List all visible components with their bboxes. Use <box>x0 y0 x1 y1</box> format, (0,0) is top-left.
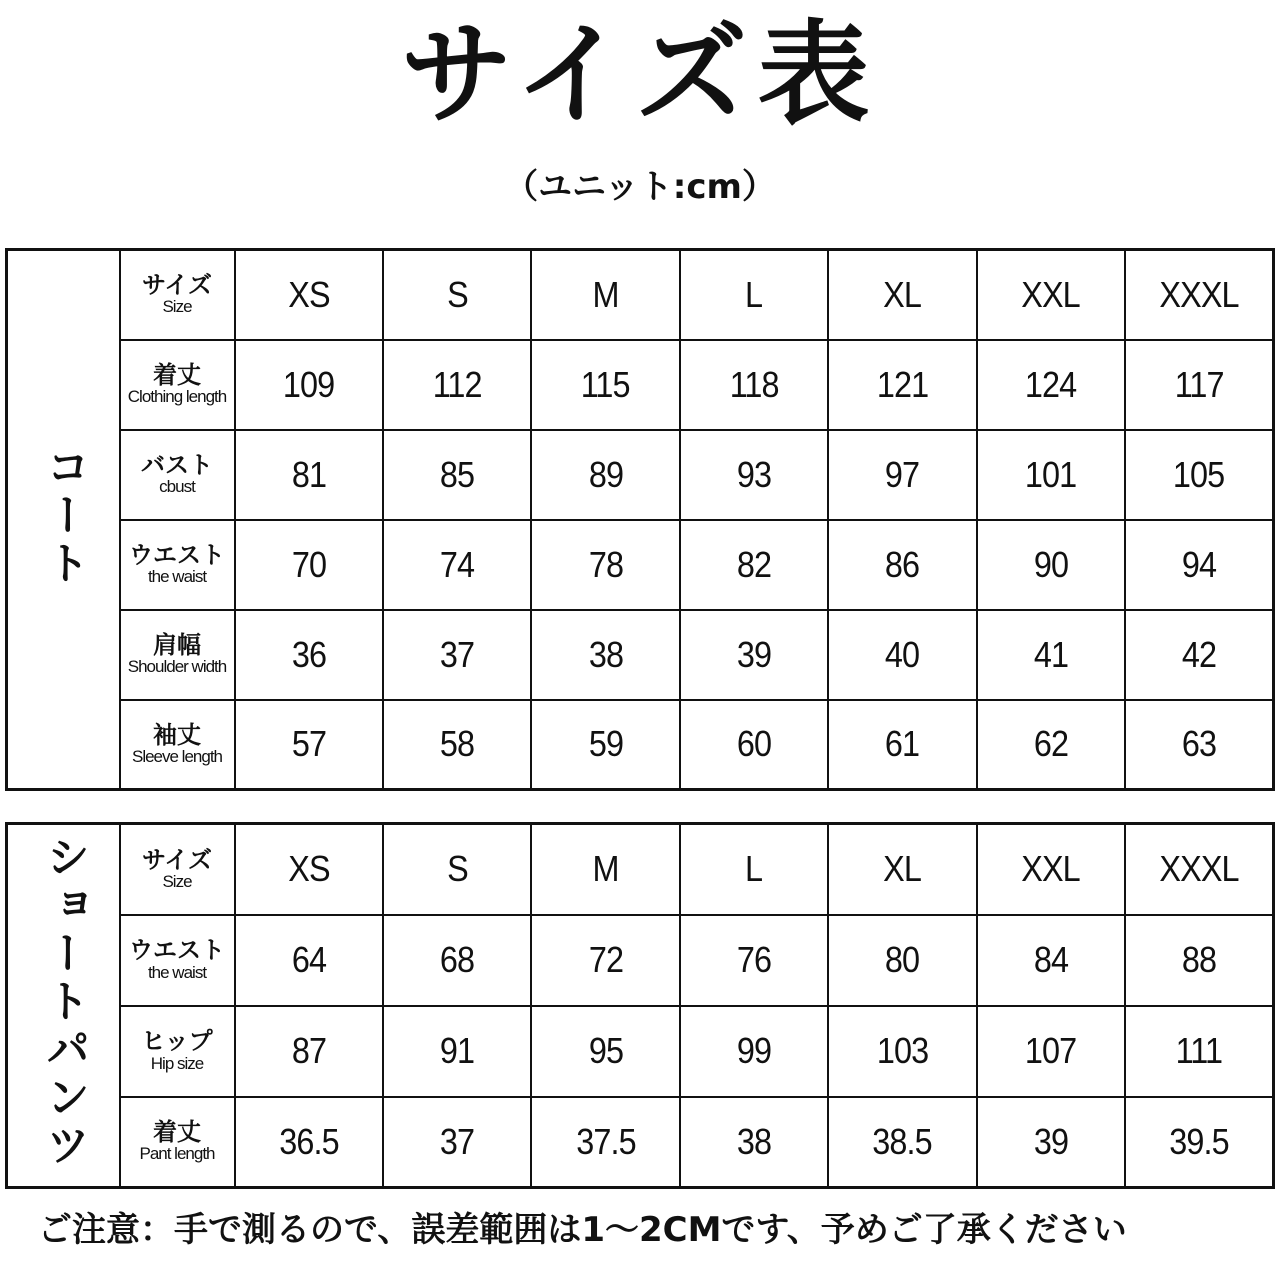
value-cell <box>977 1006 1125 1097</box>
row-label <box>120 340 235 430</box>
size-header-cell <box>1125 250 1273 340</box>
value: 112 <box>432 363 482 405</box>
value: 93 <box>736 453 772 495</box>
measurement-note: ご注意：手で測るので、誤差範囲は1～2CMです、予めご了承ください <box>38 1210 1127 1250</box>
value: 90 <box>1033 543 1068 585</box>
size-header-cell <box>680 824 828 915</box>
row-label-ja: サイズ <box>141 271 213 300</box>
value-cell <box>828 430 976 520</box>
row-label <box>120 250 235 340</box>
value-cell <box>235 520 383 610</box>
value: 36 <box>291 633 326 675</box>
value-cell <box>1125 430 1273 520</box>
row-label-en: Sleeve length <box>131 746 223 766</box>
page-title: サイズ表 <box>400 10 880 140</box>
value-cell <box>383 1006 531 1097</box>
value: 72 <box>588 939 623 980</box>
value-cell <box>977 915 1125 1006</box>
table-row <box>7 1006 1274 1097</box>
value: 117 <box>1174 363 1224 405</box>
value: 85 <box>440 453 475 495</box>
value: 94 <box>1181 543 1217 585</box>
value: 38 <box>736 1120 772 1162</box>
value: 115 <box>581 363 631 405</box>
size-header-cell <box>680 250 828 340</box>
size-header: L <box>745 848 763 890</box>
row-label-en: Clothing length <box>127 387 227 407</box>
value-cell <box>977 700 1125 790</box>
value-cell <box>680 430 828 520</box>
value: 88 <box>1181 939 1217 980</box>
size-header: XL <box>883 848 922 890</box>
value-cell <box>235 915 383 1006</box>
size-header: M <box>592 848 619 890</box>
value-cell <box>828 610 976 700</box>
value: 121 <box>876 363 929 405</box>
value: 84 <box>1033 939 1068 980</box>
row-label-en: Hip size <box>150 1053 204 1073</box>
table-row <box>7 824 1274 915</box>
row-label <box>120 1006 235 1097</box>
value-cell <box>383 610 531 700</box>
row-label <box>120 610 235 700</box>
value-cell <box>531 610 679 700</box>
size-header: XXXL <box>1159 273 1239 315</box>
size-header: S <box>446 848 468 890</box>
value: 80 <box>885 939 920 980</box>
value: 42 <box>1181 633 1217 675</box>
value-cell <box>531 430 679 520</box>
category-label: コート <box>38 443 90 588</box>
table-row <box>7 915 1274 1006</box>
value: 107 <box>1025 1030 1077 1071</box>
size-header-cell <box>828 250 976 340</box>
value: 60 <box>736 723 772 765</box>
value: 89 <box>588 453 623 495</box>
table-row <box>7 610 1274 700</box>
row-label-en: Pant length <box>139 1144 215 1164</box>
unit-label: （ユニット:cm） <box>504 167 776 207</box>
value-cell <box>235 700 383 790</box>
size-header: S <box>446 273 468 315</box>
value: 105 <box>1173 453 1225 495</box>
value-cell <box>828 700 976 790</box>
row-label-en: the waist <box>147 962 207 982</box>
value: 99 <box>736 1030 772 1071</box>
value-cell <box>1125 1006 1273 1097</box>
value: 109 <box>283 363 335 405</box>
value: 36.5 <box>278 1120 339 1162</box>
value-cell <box>531 700 679 790</box>
size-header: L <box>745 273 763 315</box>
value-cell <box>828 1097 976 1188</box>
value-cell <box>828 340 976 430</box>
value-cell <box>235 340 383 430</box>
row-label-en: cbust <box>159 477 195 497</box>
value: 97 <box>885 453 920 495</box>
value: 103 <box>876 1030 929 1071</box>
value: 37.5 <box>575 1120 636 1162</box>
coat-size-table <box>5 248 1275 791</box>
value: 74 <box>440 543 475 585</box>
row-label-ja: サイズ <box>141 845 213 874</box>
value-cell <box>383 340 531 430</box>
value: 61 <box>885 723 920 765</box>
row-label-ja: ヒップ <box>141 1027 213 1056</box>
size-header: XS <box>287 273 330 315</box>
value-cell <box>1125 340 1273 430</box>
row-label-ja: 肩幅 <box>153 630 201 659</box>
row-label <box>120 700 235 790</box>
value: 39.5 <box>1169 1120 1229 1162</box>
table-row <box>7 1097 1274 1188</box>
value-cell <box>977 520 1125 610</box>
table-row <box>7 430 1274 520</box>
row-label <box>120 915 235 1006</box>
value: 58 <box>440 723 475 765</box>
row-label-en: Size <box>162 297 192 317</box>
value-cell <box>531 1097 679 1188</box>
value: 63 <box>1181 723 1217 765</box>
value-cell <box>680 700 828 790</box>
size-header-cell <box>383 250 531 340</box>
value-cell <box>680 1097 828 1188</box>
value-cell <box>235 1097 383 1188</box>
row-label-ja: バスト <box>141 450 213 479</box>
value-cell <box>1125 1097 1273 1188</box>
value: 87 <box>291 1030 326 1071</box>
value: 78 <box>588 543 623 585</box>
size-header-cell <box>531 824 679 915</box>
value-cell <box>531 340 679 430</box>
value: 101 <box>1025 453 1077 495</box>
value: 39 <box>736 633 772 675</box>
value-cell <box>1125 700 1273 790</box>
value: 68 <box>440 939 475 980</box>
value: 37 <box>440 633 475 675</box>
value-cell <box>383 915 531 1006</box>
value-cell <box>235 430 383 520</box>
value-cell <box>383 520 531 610</box>
value: 95 <box>588 1030 623 1071</box>
row-label <box>120 1097 235 1188</box>
size-header: XXL <box>1021 273 1081 315</box>
value-cell <box>680 520 828 610</box>
value-cell <box>235 1006 383 1097</box>
coat-category-cell <box>7 250 120 790</box>
value-cell <box>531 1006 679 1097</box>
row-label-ja: 着丈 <box>153 360 201 389</box>
size-header: XL <box>883 273 922 315</box>
size-header: XXXL <box>1159 848 1239 890</box>
table-row <box>7 340 1274 430</box>
value: 41 <box>1033 633 1068 675</box>
size-header-cell <box>977 250 1125 340</box>
row-label-en: Shoulder width <box>127 657 227 677</box>
value-cell <box>1125 520 1273 610</box>
size-header-cell <box>531 250 679 340</box>
row-label-ja: ウエスト <box>129 936 225 965</box>
value: 111 <box>1175 1030 1223 1071</box>
table-row <box>7 520 1274 610</box>
pants-size-table <box>5 822 1275 1189</box>
value-cell <box>680 610 828 700</box>
value: 91 <box>440 1030 475 1071</box>
size-header-cell <box>235 824 383 915</box>
value: 37 <box>440 1120 475 1162</box>
value: 39 <box>1033 1120 1068 1162</box>
row-label-en: the waist <box>147 567 207 587</box>
row-label-en: Size <box>162 871 192 891</box>
value-cell <box>383 430 531 520</box>
value-cell <box>977 610 1125 700</box>
value-cell <box>977 430 1125 520</box>
value-cell <box>680 340 828 430</box>
value-cell <box>680 1006 828 1097</box>
value: 70 <box>291 543 326 585</box>
value-cell <box>977 340 1125 430</box>
value: 118 <box>729 363 779 405</box>
table-row <box>7 700 1274 790</box>
value-cell <box>828 520 976 610</box>
row-label-ja: 着丈 <box>153 1118 201 1147</box>
value: 82 <box>736 543 772 585</box>
value-cell <box>828 1006 976 1097</box>
size-header: XS <box>287 848 330 890</box>
value: 57 <box>291 723 326 765</box>
size-header-cell <box>1125 824 1273 915</box>
value-cell <box>828 915 976 1006</box>
value: 38 <box>588 633 623 675</box>
value-cell <box>977 1097 1125 1188</box>
value: 38.5 <box>872 1120 933 1162</box>
size-header-cell <box>383 824 531 915</box>
value: 86 <box>885 543 920 585</box>
value: 124 <box>1025 363 1077 405</box>
value-cell <box>1125 610 1273 700</box>
value-cell <box>680 915 828 1006</box>
value-cell <box>531 520 679 610</box>
size-header-cell <box>828 824 976 915</box>
value: 62 <box>1033 723 1068 765</box>
size-header: XXL <box>1021 848 1081 890</box>
row-label <box>120 520 235 610</box>
size-header-cell <box>235 250 383 340</box>
size-header: M <box>592 273 619 315</box>
pants-category-cell <box>7 824 120 1188</box>
value: 64 <box>291 939 326 980</box>
value: 40 <box>885 633 920 675</box>
row-label-ja: 袖丈 <box>153 720 201 749</box>
value-cell <box>1125 915 1273 1006</box>
value-cell <box>383 700 531 790</box>
value: 59 <box>588 723 623 765</box>
row-label <box>120 824 235 915</box>
row-label <box>120 430 235 520</box>
value: 81 <box>291 453 326 495</box>
value-cell <box>235 610 383 700</box>
value-cell <box>383 1097 531 1188</box>
value: 76 <box>736 939 772 980</box>
table-row <box>7 250 1274 340</box>
size-header-cell <box>977 824 1125 915</box>
row-label-ja: ウエスト <box>129 540 225 569</box>
category-label: ショートパンツ <box>38 833 90 1170</box>
value-cell <box>531 915 679 1006</box>
